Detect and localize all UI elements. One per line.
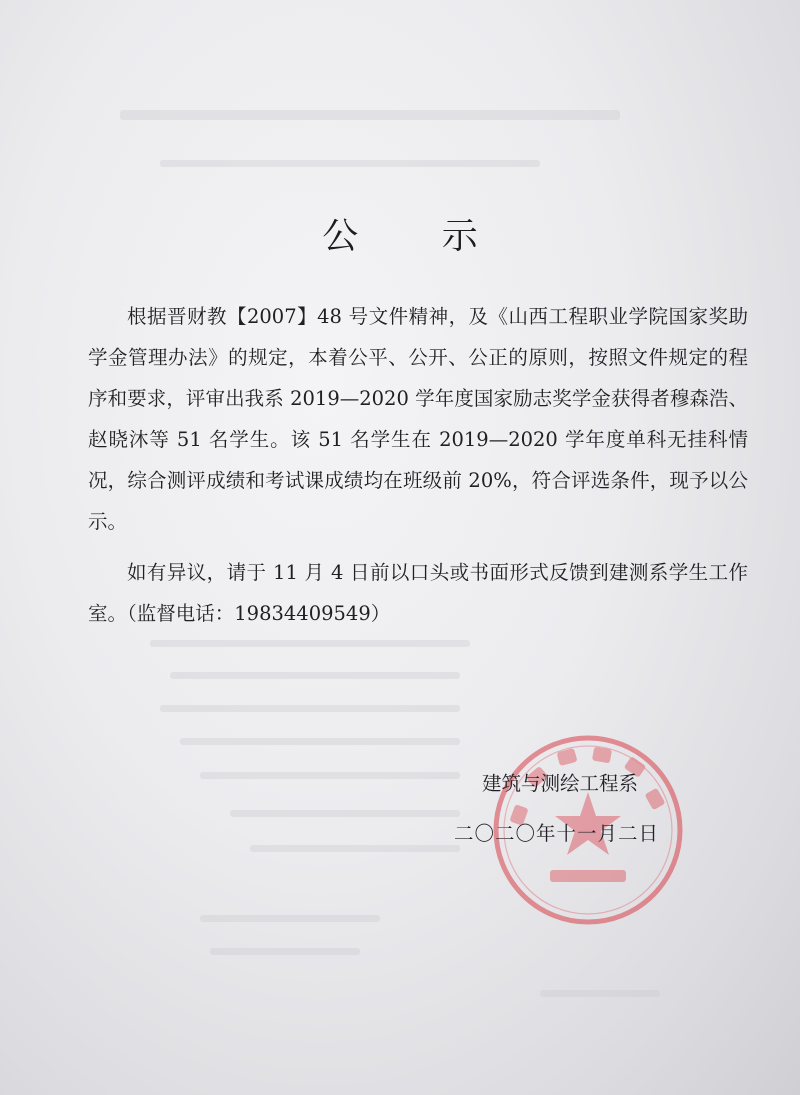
notice-title: 公 示 bbox=[322, 216, 514, 257]
notice-paragraph-1: 根据晋财教【2007】48 号文件精神，及《山西工程职业学院国家奖助学金管理办法》的规定，本着公平、公开、公正的原则，按照文件规定的程序和要求，评审出我系 2019—2020 学年度国家励志奖学金获得者穆森浩、赵晓沐等 51 名学生。该 51 名学生在 2019—2020 学年度单科无挂科情况，综合测评成绩和考试课成绩均在班级前 20%，符合评选条件，现予以公示。 bbox=[88, 305, 748, 533]
notice-body bbox=[88, 296, 748, 644]
notice-paragraph-2: 如有异议，请于 11 月 4 日前以口头或书面形式反馈到建测系学生工作室。（监督电话：19834409549） bbox=[88, 561, 748, 625]
signature-date: 二〇二〇年十一月二日 bbox=[454, 822, 660, 845]
signature-department: 建筑与测绘工程系 bbox=[482, 772, 639, 795]
